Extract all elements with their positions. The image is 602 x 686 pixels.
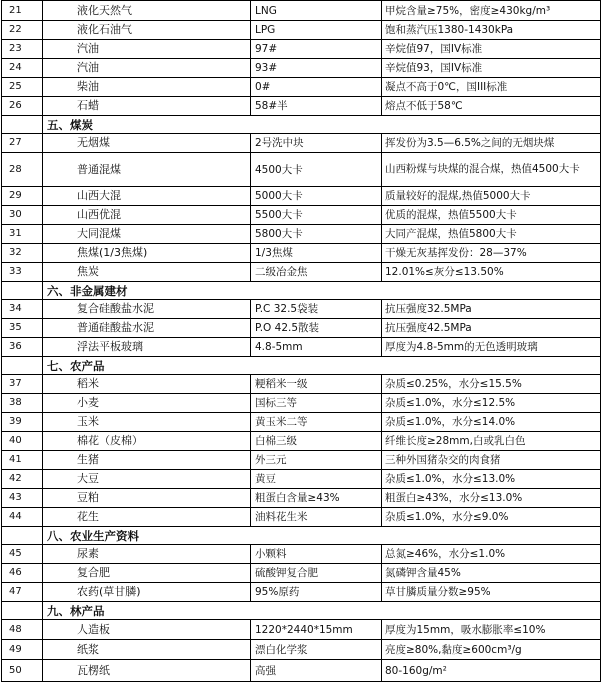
commodity-name-cell: 山西大混 [43,187,251,206]
row-number-cell: 26 [2,97,43,116]
specification-cell: 93# [251,59,382,78]
table-body [2,1,601,682]
specification-cell: 1220*2440*15mm [251,620,382,640]
quality-standard-cell: 总氮≥46%，水分≤1.0% [382,545,601,564]
specification-cell: 国标三等 [251,394,382,413]
quality-standard-cell: 干燥无灰基挥发份：28—37% [382,244,601,263]
section-title: 五、煤炭 [43,116,601,134]
table-row [2,620,601,640]
commodity-name-cell: 人造板 [43,620,251,640]
commodity-name-cell: 小麦 [43,394,251,413]
row-number-cell: 38 [2,394,43,413]
commodity-name-cell: 大豆 [43,470,251,489]
quality-standard-cell: 杂质≤0.25%，水分≤15.5% [382,375,601,394]
section-title: 七、农产品 [43,357,601,375]
row-number-cell [2,357,43,375]
commodity-name-cell: 豆粕 [43,489,251,508]
quality-standard-cell: 纤维长度≥28mm,白或乳白色 [382,432,601,451]
specification-cell: 4.8-5mm [251,338,382,357]
quality-standard-cell: 甲烷含量≥75%，密度≥430kg/m³ [382,1,601,21]
table-row [2,40,601,59]
row-number-cell: 42 [2,470,43,489]
row-number-cell: 30 [2,206,43,225]
specification-cell: LNG [251,1,382,21]
table-row [2,413,601,432]
row-number-cell: 36 [2,338,43,357]
commodity-name-cell: 普通混煤 [43,153,251,187]
row-number-cell: 21 [2,1,43,21]
table-row [2,394,601,413]
section-title: 六、非金属建材 [43,282,601,300]
table-row [2,432,601,451]
commodity-name-cell: 焦炭 [43,263,251,282]
commodity-name-cell: 复合硅酸盐水泥 [43,300,251,319]
section-header-row [2,116,601,134]
row-number-cell: 49 [2,640,43,660]
quality-standard-cell: 草甘膦质量分数≥95% [382,583,601,602]
specification-cell: 58#半 [251,97,382,116]
quality-standard-cell: 厚度为15mm，吸水膨胀率≤10% [382,620,601,640]
row-number-cell: 24 [2,59,43,78]
row-number-cell: 27 [2,134,43,153]
quality-standard-cell: 氮磷钾含量45% [382,564,601,583]
specification-cell: 高强 [251,660,382,682]
table-row [2,545,601,564]
commodity-name-cell: 焦煤(1/3焦煤) [43,244,251,263]
table-row [2,263,601,282]
table-row [2,583,601,602]
commodity-name-cell: 农药(草甘膦) [43,583,251,602]
commodity-name-cell: 生猪 [43,451,251,470]
row-number-cell: 48 [2,620,43,640]
row-number-cell: 47 [2,583,43,602]
row-number-cell: 37 [2,375,43,394]
commodity-name-cell: 无烟煤 [43,134,251,153]
specification-cell: 外三元 [251,451,382,470]
commodity-name-cell: 花生 [43,508,251,527]
row-number-cell: 43 [2,489,43,508]
row-number-cell: 28 [2,153,43,187]
quality-standard-cell: 80-160g/m² [382,660,601,682]
quality-standard-cell: 杂质≤1.0%，水分≤14.0% [382,413,601,432]
row-number-cell [2,602,43,620]
specification-cell: 二级冶金焦 [251,263,382,282]
table-row [2,97,601,116]
table-row [2,134,601,153]
row-number-cell: 40 [2,432,43,451]
commodity-name-cell: 液化石油气 [43,21,251,40]
quality-standard-cell: 12.01%≤灰分≤13.50% [382,263,601,282]
quality-standard-cell: 辛烷值97，国IV标准 [382,40,601,59]
table-row [2,338,601,357]
section-title: 九、林产品 [43,602,601,620]
commodity-name-cell: 棉花（皮棉） [43,432,251,451]
specification-cell: P.O 42.5散装 [251,319,382,338]
section-header-row [2,282,601,300]
row-number-cell [2,116,43,134]
specification-cell: 5500大卡 [251,206,382,225]
table-row [2,451,601,470]
specification-cell: 1/3焦煤 [251,244,382,263]
table-row [2,489,601,508]
row-number-cell: 45 [2,545,43,564]
row-number-cell: 39 [2,413,43,432]
row-number-cell: 50 [2,660,43,682]
quality-standard-cell: 杂质≤1.0%，水分≤12.5% [382,394,601,413]
quality-standard-cell: 杂质≤1.0%，水分≤13.0% [382,470,601,489]
quality-standard-cell: 质量较好的混煤,热值5000大卡 [382,187,601,206]
table-row [2,244,601,263]
table-row [2,564,601,583]
specification-cell: 小颗料 [251,545,382,564]
row-number-cell: 41 [2,451,43,470]
quality-standard-cell: 辛烷值93，国IV标准 [382,59,601,78]
section-title: 八、农业生产资料 [43,527,601,545]
section-header-row [2,357,601,375]
specification-cell: 粳稻米一级 [251,375,382,394]
specification-cell: LPG [251,21,382,40]
table-row [2,59,601,78]
table-row [2,660,601,682]
section-header-row [2,602,601,620]
specification-cell: 粗蛋白含量≥43% [251,489,382,508]
section-header-row [2,527,601,545]
row-number-cell: 29 [2,187,43,206]
specification-cell: 白棉三级 [251,432,382,451]
quality-standard-cell: 凝点不高于0℃，国III标准 [382,78,601,97]
quality-standard-cell: 亮度≥80%,黏度≥600cm³/g [382,640,601,660]
row-number-cell: 46 [2,564,43,583]
commodity-name-cell: 玉米 [43,413,251,432]
table-row [2,508,601,527]
row-number-cell: 32 [2,244,43,263]
row-number-cell [2,527,43,545]
specification-cell: 5000大卡 [251,187,382,206]
specification-cell: 漂白化学浆 [251,640,382,660]
commodity-name-cell: 稻米 [43,375,251,394]
quality-standard-cell: 粗蛋白≥43%，水分≤13.0% [382,489,601,508]
specification-cell: 0# [251,78,382,97]
row-number-cell: 25 [2,78,43,97]
row-number-cell: 34 [2,300,43,319]
commodity-name-cell: 液化天然气 [43,1,251,21]
table-row [2,187,601,206]
commodity-name-cell: 汽油 [43,40,251,59]
quality-standard-cell: 山西粉煤与块煤的混合煤，热值4500大卡 [382,153,601,187]
quality-standard-cell: 三种外国猪杂交的肉食猪 [382,451,601,470]
quality-standard-cell: 抗压强度32.5MPa [382,300,601,319]
quality-standard-cell: 抗压强度42.5MPa [382,319,601,338]
table-row [2,206,601,225]
table-row [2,225,601,244]
commodity-name-cell: 浮法平板玻璃 [43,338,251,357]
specification-cell: 97# [251,40,382,59]
commodity-name-cell: 尿素 [43,545,251,564]
table-row [2,1,601,21]
row-number-cell: 35 [2,319,43,338]
quality-standard-cell: 厚度为4.8-5mm的无色透明玻璃 [382,338,601,357]
row-number-cell: 31 [2,225,43,244]
commodity-name-cell: 纸浆 [43,640,251,660]
table-row [2,640,601,660]
quality-standard-cell: 优质的混煤，热值5500大卡 [382,206,601,225]
specification-cell: 5800大卡 [251,225,382,244]
table-row [2,153,601,187]
specification-cell: P.C 32.5袋装 [251,300,382,319]
commodity-name-cell: 大同混煤 [43,225,251,244]
table-row [2,21,601,40]
commodity-spec-table [1,0,601,682]
specification-cell: 油料花生米 [251,508,382,527]
table-row [2,470,601,489]
row-number-cell: 23 [2,40,43,59]
row-number-cell: 33 [2,263,43,282]
commodity-name-cell: 复合肥 [43,564,251,583]
commodity-name-cell: 石蜡 [43,97,251,116]
commodity-name-cell: 汽油 [43,59,251,78]
commodity-name-cell: 柴油 [43,78,251,97]
specification-cell: 黄玉米二等 [251,413,382,432]
specification-cell: 95%原药 [251,583,382,602]
commodity-name-cell: 瓦楞纸 [43,660,251,682]
row-number-cell [2,282,43,300]
specification-cell: 4500大卡 [251,153,382,187]
table-row [2,78,601,97]
table-row [2,375,601,394]
specification-cell: 黄豆 [251,470,382,489]
quality-standard-cell: 熔点不低于58℃ [382,97,601,116]
table-row [2,300,601,319]
commodity-name-cell: 山西优混 [43,206,251,225]
quality-standard-cell: 挥发份为3.5—6.5%之间的无烟块煤 [382,134,601,153]
quality-standard-cell: 杂质≤1.0%，水分≤9.0% [382,508,601,527]
quality-standard-cell: 大同产混煤，热值5800大卡 [382,225,601,244]
table-row [2,319,601,338]
row-number-cell: 22 [2,21,43,40]
specification-cell: 硫酸钾复合肥 [251,564,382,583]
quality-standard-cell: 饱和蒸汽压1380-1430kPa [382,21,601,40]
row-number-cell: 44 [2,508,43,527]
specification-cell: 2号洗中块 [251,134,382,153]
commodity-name-cell: 普通硅酸盐水泥 [43,319,251,338]
